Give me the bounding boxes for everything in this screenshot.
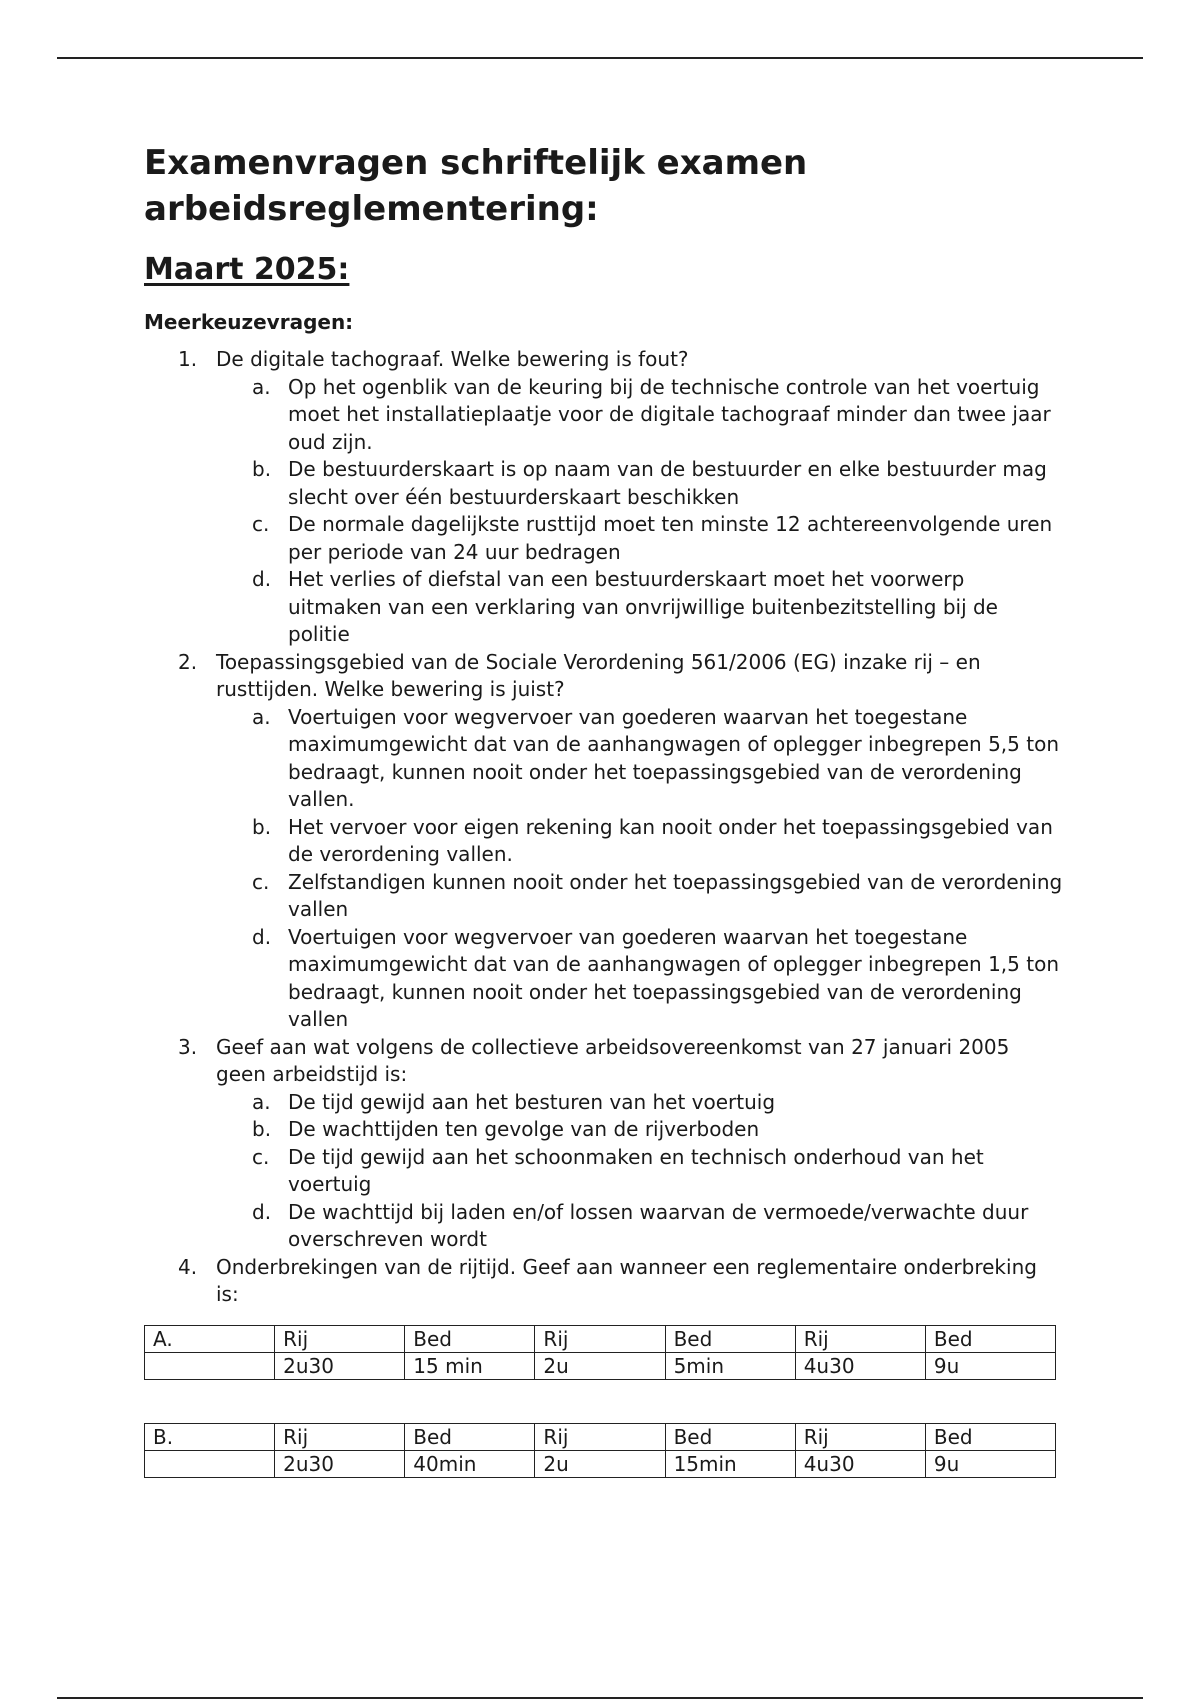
table-cell: 2u	[535, 1450, 665, 1477]
answer-letter: d.	[252, 924, 272, 949]
table-cell: Bed	[925, 1423, 1055, 1450]
table-cell: 15min	[665, 1450, 795, 1477]
option-a-table	[144, 1325, 1056, 1380]
question-3	[144, 1034, 1064, 1254]
question-text: Toepassingsgebied van de Sociale Verordening 561/2006 (EG) inzake rij – en rusttijden. Welke bewering is juist?	[216, 649, 981, 701]
question-text: Geef aan wat volgens de collectieve arbeidsovereenkomst van 27 januari 2005 geen arbeidstijd is:	[216, 1034, 1010, 1086]
table-cell: 5min	[665, 1352, 795, 1379]
table-cell: 4u30	[795, 1450, 925, 1477]
answer-option	[216, 1116, 1064, 1144]
answer-option	[216, 869, 1064, 924]
answer-letter: b.	[252, 1117, 272, 1141]
question-number: 3.	[178, 1034, 198, 1059]
answer-option	[216, 374, 1064, 457]
document-title: Examenvragen schriftelijk examen arbeidsreglementering:	[144, 143, 808, 229]
answer-text: Op het ogenblik van de keuring bij de technische controle van het voertuig moet het installatieplaatje voor de digitale tachograaf minder dan twee jaar oud zijn.	[288, 374, 1051, 454]
answer-letter: d.	[252, 1199, 272, 1224]
table-cell: Bed	[925, 1325, 1055, 1352]
answer-text: De wachttijd bij laden en/of lossen waarvan de vermoede/verwachte duur overschreven wordt	[288, 1199, 1029, 1251]
table-cell: Rij	[535, 1325, 665, 1352]
option-b-table	[144, 1423, 1056, 1478]
table-cell: 40min	[405, 1450, 535, 1477]
answer-option	[216, 456, 1064, 511]
table-row	[145, 1450, 1056, 1477]
answer-list	[216, 374, 1064, 649]
question-number: 4.	[178, 1254, 198, 1279]
question-number: 1.	[178, 347, 198, 371]
answer-text: Voertuigen voor wegvervoer van goederen waarvan het toegestane maximumgewicht dat van de aanhangwagen of oplegger inbegrepen 1,5 ton bedraagt, kunnen nooit onder het toepassingsgebied van de verordening vallen	[288, 924, 1059, 1031]
table-cell: 2u	[535, 1352, 665, 1379]
answer-letter: a.	[252, 374, 271, 399]
footer-rule	[57, 1697, 1143, 1699]
answer-option	[216, 511, 1064, 566]
header-rule	[57, 57, 1143, 59]
question-text: De digitale tachograaf. Welke bewering is fout?	[216, 347, 689, 371]
answer-text: Zelfstandigen kunnen nooit onder het toepassingsgebied van de verordening vallen	[288, 869, 1063, 921]
answer-letter: c.	[252, 869, 270, 894]
answer-text: De tijd gewijd aan het besturen van het voertuig	[288, 1089, 776, 1114]
answer-option	[216, 566, 1064, 649]
answer-text: De tijd gewijd aan het schoonmaken en technisch onderhoud van het voertuig	[288, 1144, 984, 1196]
question-4	[144, 1254, 1064, 1309]
table-cell: Rij	[535, 1423, 665, 1450]
table-cell: 4u30	[795, 1352, 925, 1379]
section-label: Meerkeuzevragen:	[144, 310, 354, 334]
table-cell: Bed	[405, 1423, 535, 1450]
answer-option	[216, 924, 1064, 1034]
table-cell: Bed	[405, 1325, 535, 1352]
answer-text: Het verlies of diefstal van een bestuurderskaart moet het voorwerp uitmaken van een verklaring van onvrijwillige buitenbezitstelling bij de politie	[288, 567, 998, 646]
question-number: 2.	[178, 649, 198, 674]
table-cell	[145, 1450, 275, 1477]
answer-letter: c.	[252, 512, 270, 536]
answer-option	[216, 1144, 1064, 1199]
table-cell: A.	[145, 1325, 275, 1352]
table-cell: 2u30	[275, 1450, 405, 1477]
answer-list	[216, 704, 1064, 1034]
question-text: Onderbrekingen van de rijtijd. Geef aan wanneer een reglementaire onderbreking is:	[216, 1254, 1037, 1306]
answer-list	[216, 1089, 1064, 1254]
table-row	[145, 1423, 1056, 1450]
answer-text: De wachttijden ten gevolge van de rijverboden	[288, 1117, 760, 1141]
question-1	[144, 346, 1064, 649]
table-cell: 2u30	[275, 1352, 405, 1379]
answer-letter: c.	[252, 1144, 270, 1169]
table-cell: 9u	[925, 1450, 1055, 1477]
answer-text: Voertuigen voor wegvervoer van goederen waarvan het toegestane maximumgewicht dat van de aanhangwagen of oplegger inbegrepen 5,5 ton bedraagt, kunnen nooit onder het toepassingsgebied van de verordening vallen.	[288, 704, 1059, 811]
table-row	[145, 1325, 1056, 1352]
table-cell: Rij	[275, 1325, 405, 1352]
answer-letter: d.	[252, 567, 272, 591]
table-cell: B.	[145, 1423, 275, 1450]
question-list	[144, 346, 1064, 1309]
table-cell: Rij	[275, 1423, 405, 1450]
table-cell: 15 min	[405, 1352, 535, 1379]
answer-text: De normale dagelijkste rusttijd moet ten minste 12 achtereenvolgende uren per periode van 24 uur bedragen	[288, 512, 1053, 564]
exam-date-heading: Maart 2025:	[144, 252, 350, 287]
answer-letter: b.	[252, 814, 272, 839]
table-cell: 9u	[925, 1352, 1055, 1379]
answer-option	[216, 814, 1064, 869]
table-cell: Rij	[795, 1325, 925, 1352]
table-cell: Bed	[665, 1325, 795, 1352]
answer-option	[216, 704, 1064, 814]
answer-letter: a.	[252, 1089, 271, 1114]
question-2	[144, 649, 1064, 1034]
answer-option	[216, 1199, 1064, 1254]
table-cell	[145, 1352, 275, 1379]
answer-option	[216, 1089, 1064, 1117]
answer-text: Het vervoer voor eigen rekening kan nooit onder het toepassingsgebied van de verordening vallen.	[288, 814, 1053, 866]
answer-letter: b.	[252, 457, 272, 481]
document-body	[144, 140, 1064, 1478]
answer-letter: a.	[252, 704, 271, 729]
table-row	[145, 1352, 1056, 1379]
table-cell: Rij	[795, 1423, 925, 1450]
table-cell: Bed	[665, 1423, 795, 1450]
answer-text: De bestuurderskaart is op naam van de bestuurder en elke bestuurder mag slecht over één bestuurderskaart beschikken	[288, 457, 1047, 509]
